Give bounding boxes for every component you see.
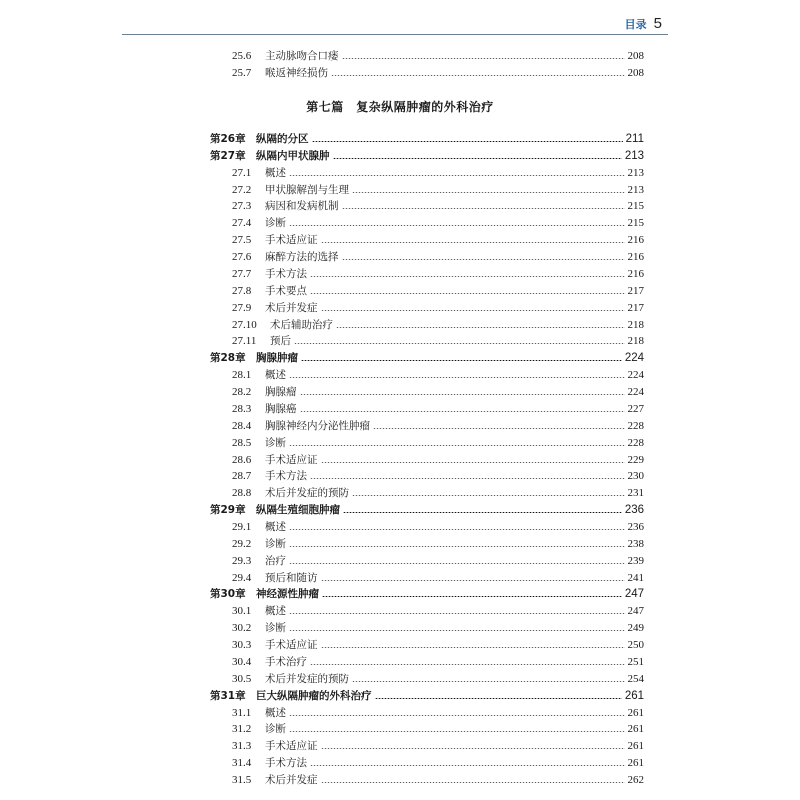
entry-page-number: 261 xyxy=(627,757,644,770)
entry-page-number: 213 xyxy=(627,166,644,179)
entry-title: 巨大纵隔肿瘤的外科治疗 xyxy=(256,689,372,702)
entry-page-number: 218 xyxy=(627,335,644,348)
entry-page-number: 249 xyxy=(627,622,644,635)
entry-title: 胸腺肿瘤 xyxy=(256,352,298,365)
dot-leader xyxy=(301,360,622,361)
entry-title: 手术适应证 xyxy=(265,234,318,247)
toc-chapter-entry[interactable] xyxy=(210,688,644,705)
toc-section-entry[interactable] xyxy=(232,738,644,755)
toc-section-entry[interactable] xyxy=(232,384,644,401)
entry-number: 31.4 xyxy=(232,757,252,770)
entry-title: 诊断 xyxy=(265,436,286,449)
dot-leader xyxy=(289,175,625,176)
entry-number: 29.4 xyxy=(232,571,252,584)
entry-title: 胸腺瘤 xyxy=(265,386,297,399)
entry-page-number: 261 xyxy=(627,740,644,753)
toc-section-entry[interactable] xyxy=(232,485,644,502)
toc-section-entry[interactable] xyxy=(232,671,644,688)
toc-section-entry[interactable] xyxy=(232,553,644,570)
entry-number: 27.7 xyxy=(232,267,252,280)
dot-leader xyxy=(352,192,625,193)
dot-leader xyxy=(289,563,625,564)
entry-title: 纵隔内甲状腺肿 xyxy=(256,149,330,162)
toc-section-entry[interactable] xyxy=(232,65,644,82)
entry-number: 30.5 xyxy=(232,672,252,685)
entry-number: 27.4 xyxy=(232,217,252,230)
entry-number: 28.6 xyxy=(232,453,252,466)
dot-leader xyxy=(294,343,625,344)
dot-leader xyxy=(373,428,625,429)
entry-title: 手术方法 xyxy=(265,470,307,483)
dot-leader xyxy=(321,242,625,243)
entry-number: 27.2 xyxy=(232,183,252,196)
entry-title: 术后并发症 xyxy=(265,774,318,787)
entry-page-number: 208 xyxy=(627,50,644,62)
entry-number: 31.5 xyxy=(232,774,252,787)
dot-leader xyxy=(310,765,625,766)
entry-number: 27.5 xyxy=(232,234,252,247)
entry-number: 25.7 xyxy=(232,67,252,80)
part-title: 第七篇 复杂纵隔肿瘤的外科治疗 xyxy=(306,100,494,114)
entry-title: 概述 xyxy=(265,706,286,719)
toc-chapter-entry[interactable] xyxy=(210,148,644,165)
dot-leader xyxy=(375,698,622,699)
entry-number: 28.2 xyxy=(232,386,252,399)
dot-leader xyxy=(289,715,625,716)
entry-title: 概述 xyxy=(265,605,286,618)
entry-page-number: 215 xyxy=(627,200,644,213)
toc-section-entry[interactable] xyxy=(232,165,644,182)
entry-title: 手术适应证 xyxy=(265,453,318,466)
entry-title: 主动脉吻合口瘘 xyxy=(265,50,339,62)
toc-section-entry[interactable] xyxy=(232,333,644,350)
toc-section-entry[interactable] xyxy=(232,198,644,215)
toc-section-entry[interactable] xyxy=(232,603,644,620)
toc-section-entry[interactable] xyxy=(232,620,644,637)
entry-page-number: 218 xyxy=(627,318,644,331)
toc-chapter-entry[interactable] xyxy=(210,502,644,519)
entry-page-number: 250 xyxy=(627,639,644,652)
entry-title: 喉返神经损伤 xyxy=(265,67,328,80)
entry-page-number: 211 xyxy=(625,133,644,145)
dot-leader xyxy=(300,411,625,412)
entry-page-number: 217 xyxy=(627,301,644,314)
entry-title: 术后并发症的预防 xyxy=(265,672,349,685)
entry-page-number: 254 xyxy=(627,672,644,685)
entry-page-number: 230 xyxy=(627,470,644,483)
entry-page-number: 227 xyxy=(627,402,644,415)
entry-number: 27.1 xyxy=(232,166,252,179)
entry-title: 手术治疗 xyxy=(265,655,307,668)
entry-page-number: 247 xyxy=(624,588,644,601)
toc-section-entry[interactable] xyxy=(232,367,644,384)
entry-page-number: 238 xyxy=(627,537,644,550)
entry-title: 手术要点 xyxy=(265,284,307,297)
entry-title: 病因和发病机制 xyxy=(265,200,339,213)
entry-number: 28.5 xyxy=(232,436,252,449)
dot-leader xyxy=(289,613,625,614)
entry-page-number: 228 xyxy=(627,436,644,449)
dot-leader xyxy=(331,75,625,76)
entry-page-number: 247 xyxy=(627,605,644,618)
toc-section-entry[interactable] xyxy=(232,519,644,536)
dot-leader xyxy=(321,748,625,749)
toc-section-entry[interactable] xyxy=(232,637,644,654)
dot-leader xyxy=(289,377,625,378)
entry-page-number: 262 xyxy=(627,774,644,787)
entry-title: 甲状腺解剖与生理 xyxy=(265,183,349,196)
toc-section-entry[interactable] xyxy=(232,401,644,418)
toc-section-entry[interactable] xyxy=(232,772,644,789)
entry-number: 31.2 xyxy=(232,723,252,736)
entry-page-number: 251 xyxy=(627,655,644,668)
entry-page-number: 236 xyxy=(624,504,644,517)
dot-leader xyxy=(333,158,622,159)
toc-section-entry[interactable] xyxy=(232,249,644,266)
entry-number: 28.1 xyxy=(232,369,252,382)
toc-section-entry[interactable] xyxy=(232,570,644,587)
entry-number: 第28章 xyxy=(210,352,246,365)
entry-number: 第31章 xyxy=(210,689,246,702)
dot-leader xyxy=(321,647,625,648)
entry-page-number: 208 xyxy=(627,67,644,80)
dot-leader xyxy=(310,478,625,479)
toc-section-entry[interactable] xyxy=(232,232,644,249)
dot-leader xyxy=(289,546,625,547)
entry-title: 手术适应证 xyxy=(265,639,318,652)
entry-number: 30.4 xyxy=(232,655,252,668)
entry-number: 29.3 xyxy=(232,554,252,567)
dot-leader xyxy=(310,664,625,665)
entry-title: 术后辅助治疗 xyxy=(270,318,333,331)
entry-number: 第30章 xyxy=(210,588,246,601)
entry-number: 27.9 xyxy=(232,301,252,314)
dot-leader xyxy=(289,445,625,446)
entry-page-number: 215 xyxy=(627,217,644,230)
toc-section-entry[interactable] xyxy=(232,705,644,722)
dot-leader xyxy=(336,327,625,328)
entry-title: 胸腺神经内分泌性肿瘤 xyxy=(265,419,370,432)
dot-leader xyxy=(310,293,625,294)
toc-section-entry[interactable] xyxy=(232,266,644,283)
dot-leader xyxy=(342,208,625,209)
entry-title: 胸腺癌 xyxy=(265,402,297,415)
toc-section-entry[interactable] xyxy=(232,215,644,232)
toc-section-entry[interactable] xyxy=(232,435,644,452)
dot-leader xyxy=(352,495,625,496)
toc-section-entry[interactable] xyxy=(232,182,644,199)
dot-leader xyxy=(321,462,625,463)
entry-page-number: 261 xyxy=(627,723,644,736)
entry-page-number: 216 xyxy=(627,251,644,264)
entry-title: 诊断 xyxy=(265,537,286,550)
entry-title: 诊断 xyxy=(265,217,286,230)
entry-page-number: 216 xyxy=(627,267,644,280)
dot-leader xyxy=(312,141,623,142)
entry-page-number: 224 xyxy=(627,386,644,399)
entry-number: 28.8 xyxy=(232,487,252,500)
toc-section-entry[interactable] xyxy=(232,300,644,317)
entry-title: 概述 xyxy=(265,369,286,382)
dot-leader xyxy=(342,259,625,260)
entry-number: 29.2 xyxy=(232,537,252,550)
entry-title: 预后 xyxy=(270,335,291,348)
entry-page-number: 213 xyxy=(624,149,644,162)
dot-leader xyxy=(321,782,625,783)
page-number: 5 xyxy=(653,15,662,32)
entry-page-number: 216 xyxy=(627,234,644,247)
toc-section-entry[interactable] xyxy=(232,452,644,469)
entry-title: 纵隔的分区 xyxy=(256,133,309,145)
entry-page-number: 229 xyxy=(627,453,644,466)
dot-leader xyxy=(289,225,625,226)
entry-title: 概述 xyxy=(265,521,286,533)
entry-page-number: 217 xyxy=(627,284,644,297)
entry-page-number: 224 xyxy=(627,369,644,382)
toc-section-entry[interactable] xyxy=(232,755,644,772)
entry-title: 麻醉方法的选择 xyxy=(265,251,339,264)
entry-title: 术后并发症的预防 xyxy=(265,487,349,500)
entry-page-number: 241 xyxy=(627,571,644,584)
entry-number: 28.4 xyxy=(232,419,252,432)
entry-number: 第26章 xyxy=(210,133,246,145)
dot-leader xyxy=(289,529,625,530)
entry-title: 纵隔生殖细胞肿瘤 xyxy=(256,504,340,517)
entry-page-number: 261 xyxy=(624,689,644,702)
toc-section-entry[interactable] xyxy=(232,283,644,300)
entry-title: 手术适应证 xyxy=(265,740,318,753)
toc-chapter-entry[interactable] xyxy=(210,131,644,148)
entry-title: 术后并发症 xyxy=(265,301,318,314)
entry-title: 诊断 xyxy=(265,622,286,635)
entry-page-number: 224 xyxy=(624,352,644,365)
dot-leader xyxy=(321,310,625,311)
entry-number: 第27章 xyxy=(210,149,246,162)
entry-title: 概述 xyxy=(265,166,286,179)
dot-leader xyxy=(289,731,625,732)
entry-number: 29.1 xyxy=(232,521,252,533)
entry-number: 28.3 xyxy=(232,402,252,415)
dot-leader xyxy=(289,630,625,631)
toc-section-entry[interactable] xyxy=(232,48,644,65)
entry-page-number: 213 xyxy=(627,183,644,196)
entry-page-number: 261 xyxy=(627,706,644,719)
dot-leader xyxy=(322,596,622,597)
toc-section-entry[interactable] xyxy=(232,536,644,553)
toc-chapter-entry[interactable] xyxy=(210,586,644,603)
entry-page-number: 228 xyxy=(627,419,644,432)
dot-leader xyxy=(321,580,625,581)
dot-leader xyxy=(343,512,622,513)
entry-title: 诊断 xyxy=(265,723,286,736)
entry-number: 30.2 xyxy=(232,622,252,635)
dot-leader xyxy=(310,276,625,277)
entry-number: 31.3 xyxy=(232,740,252,753)
entry-number: 第29章 xyxy=(210,504,246,517)
entry-number: 25.6 xyxy=(232,50,252,62)
entry-title: 手术方法 xyxy=(265,267,307,280)
running-head-label: 目录 xyxy=(624,18,647,31)
entry-number: 31.1 xyxy=(232,706,252,719)
entry-page-number: 236 xyxy=(627,521,644,533)
dot-leader xyxy=(352,681,625,682)
entry-number: 30.1 xyxy=(232,605,252,618)
entry-title: 预后和随访 xyxy=(265,571,318,584)
toc-section-entry[interactable] xyxy=(232,721,644,738)
entry-title: 手术方法 xyxy=(265,757,307,770)
dot-leader xyxy=(300,394,625,395)
entry-number: 27.10 xyxy=(232,318,257,331)
toc-section-entry[interactable] xyxy=(232,654,644,671)
entry-title: 神经源性肿瘤 xyxy=(256,588,319,601)
entry-number: 27.11 xyxy=(232,335,257,348)
entry-page-number: 239 xyxy=(627,554,644,567)
entry-page-number: 231 xyxy=(627,487,644,500)
toc-section-entry[interactable] xyxy=(232,317,644,334)
entry-title: 治疗 xyxy=(265,554,286,567)
entry-number: 27.8 xyxy=(232,284,252,297)
entry-number: 30.3 xyxy=(232,639,252,652)
toc-chapter-entry[interactable] xyxy=(210,350,644,367)
toc-section-entry[interactable] xyxy=(232,468,644,485)
entry-number: 27.3 xyxy=(232,200,252,213)
entry-number: 27.6 xyxy=(232,251,252,264)
entry-number: 28.7 xyxy=(232,470,252,483)
toc-section-entry[interactable] xyxy=(232,418,644,435)
dot-leader xyxy=(342,58,625,59)
